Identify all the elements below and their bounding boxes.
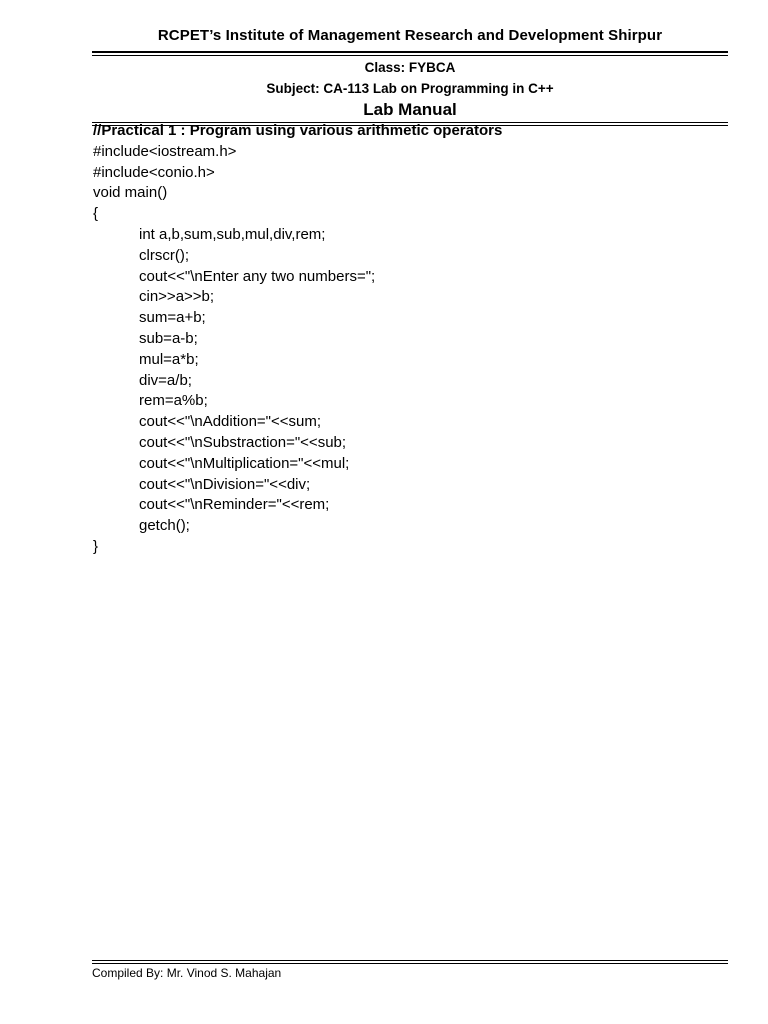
code-line: getch(); — [139, 517, 190, 535]
code-line: #include<conio.h> — [93, 163, 215, 181]
code-line: cout<<"\nReminder="<<rem; — [139, 496, 330, 514]
manual-title: Lab Manual — [363, 100, 457, 119]
code-line: cout<<"\nEnter any two numbers="; — [139, 267, 376, 285]
code-listing — [93, 121, 723, 558]
class-label: Class: FYBCA — [364, 60, 456, 75]
footer-divider — [92, 960, 728, 964]
code-line: } — [93, 537, 99, 555]
code-line: sub=a-b; — [139, 329, 198, 347]
page-footer — [92, 960, 728, 981]
subject-label: Subject: CA-113 Lab on Programming in C++ — [266, 81, 554, 96]
code-line: cout<<"\nDivision="<<div; — [139, 475, 311, 493]
compiled-by: Compiled By: Mr. Vinod S. Mahajan — [92, 966, 282, 980]
code-line: mul=a*b; — [139, 350, 199, 368]
code-line: cout<<"\nSubstraction="<<sub; — [139, 433, 347, 451]
header-divider — [92, 51, 728, 56]
code-line: int a,b,sum,sub,mul,div,rem; — [139, 225, 326, 243]
code-line: sum=a+b; — [139, 309, 206, 327]
code-line: #include<iostream.h> — [93, 142, 237, 160]
code-line: { — [93, 205, 99, 223]
code-line: void main() — [93, 184, 168, 202]
practical-heading: //Practical 1 : Program using various arithmetic operators — [93, 122, 503, 139]
page-header — [92, 26, 728, 126]
institute-name: RCPET’s Institute of Management Research and Development Shirpur — [157, 27, 663, 44]
code-line: clrscr(); — [139, 246, 189, 264]
code-line: cin>>a>>b; — [139, 288, 215, 306]
code-line: cout<<"\nAddition="<<sum; — [139, 413, 322, 431]
code-line: div=a/b; — [139, 371, 192, 389]
code-line: rem=a%b; — [139, 392, 208, 410]
code-line: cout<<"\nMultiplication="<<mul; — [139, 454, 350, 472]
